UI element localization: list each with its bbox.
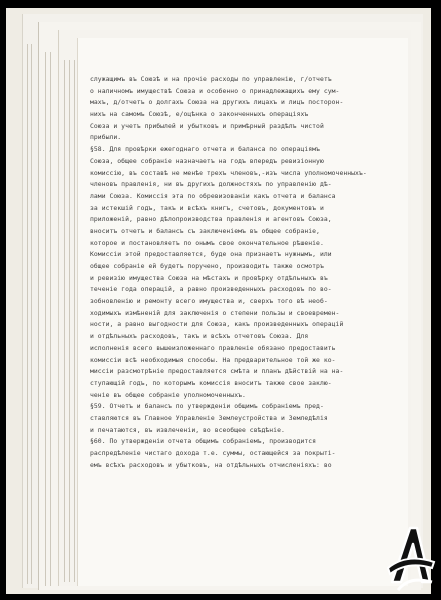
text-line: миссіи разсмотрѣніе предоставляется смѣта и планъ дѣйствій на на- [90,367,344,376]
text-line: махъ, д/отчетъ о долгахъ Союза на другихъ лицахъ и лицъ посторон- [90,98,344,107]
archive-logo-icon [386,522,436,594]
text-line: членовъ правленія, ни въ другихъ должностяхъ по управленію дѣ- [90,180,332,189]
text-line: о наличномъ имуществѣ Союза и особенно о принадлежащихъ ему сум- [90,86,340,95]
text-line: вноситъ отчетъ и балансъ съ заключеніемъ въ общее собраніе, [90,226,320,235]
page-edge [50,52,53,586]
typewritten-text [90,74,404,471]
text-line: и печатаются, въ извлеченіи, во всеобщее свѣдѣніе. [90,425,285,434]
page-edge [45,52,48,586]
text-line: распредѣленіе чистаго дохода т.е. суммы, остающейся за покрыті- [90,449,336,457]
page-edge [69,60,72,582]
page-edge [27,44,30,584]
text-line: емъ всѣхъ расходовъ и убытковъ, на отдѣльныхъ отчисленіяхъ: во [90,460,332,469]
text-line: ходимыхъ измѣненій для заключенія о степени пользы и своевремен- [90,308,340,317]
page-edge [74,60,77,582]
text-line: нихъ на самомъ Союзѣ, е/оцѣнка о законченныхъ операціяхъ [90,110,309,119]
text-line: ченіе въ общее собраніе уполномоченныхъ. [90,390,246,399]
text-line: лами Союза. Комиссія эта по обревизованіи какъ отчета и баланса [90,191,336,200]
page-edge [31,44,34,584]
text-line: служащимъ въ Союзѣ и на прочіе расходы по управленію, г/отчетъ [90,75,332,83]
text-line: и ревизію имущества Союза на мѣстахъ и провѣрку отдѣльныхъ въ [90,273,328,282]
text-line: прибыли. [90,133,122,142]
text-line: Комиссіи этой предоставляется, буде она признаетъ нужнымъ, или [90,250,332,259]
text-line: которое и постановляетъ по онымъ свое окончательное рѣшеніе. [90,238,324,247]
text-line: приложеній, равно дѣлопроизводства правленія и агентовъ Союза, [90,215,332,224]
text-line: §60. По утвержденіи отчета общимъ собраніемъ, производится [90,437,317,446]
text-line: Союза и учетъ прибылей и убытковъ и примѣрный раздѣлъ чистой [90,121,324,130]
text-line: и отдѣльныхъ расходовъ, такъ и всѣхъ отчетовъ Союза. Для [90,332,309,341]
text-line: §59. Отчетъ и балансъ по утвержденіи общимъ собраніемъ пред- [90,402,324,411]
text-line: комиссіи всѣ необходимыя способы. На предварительное той же ко- [90,355,336,364]
text-line: теченіе года операцій, а равно произведенныхъ расходовъ по во- [90,285,332,294]
text-line: ности, а равно выгодности для Союза, какъ произведенныхъ операцій [90,320,344,329]
text-line: зобновленію и ремонту всего имущества и, сверхъ того вѣ необ- [90,297,328,306]
text-line: §58. Для провѣрки ежегоднаго отчета и баланса по операціямъ [90,145,320,154]
text-line: комиссію, въ составѣ не менѣе трехъ членовъ,-изъ числа уполномоченныхъ- [90,168,367,177]
text-line: ставляются въ Главное Управленіе Землеустройства и Земледѣлія [90,413,328,422]
text-line: ступающій годъ, по которымъ комиссія вноситъ также свое заклю- [90,378,332,387]
text-line: общее собраніе ей будетъ поручено, производить также осмотръ [90,262,324,270]
text-line: Союза, общее собраніе назначаетъ на годъ впередъ ревизіонную [90,156,324,165]
text-line: исполненія всего вышеизложеннаго правленіе обязано предоставить [90,343,336,352]
text-line: за истекшій годъ, такъ и всѣхъ книгъ, счетовъ, документовъ и [90,203,324,212]
page-edge [64,60,67,582]
